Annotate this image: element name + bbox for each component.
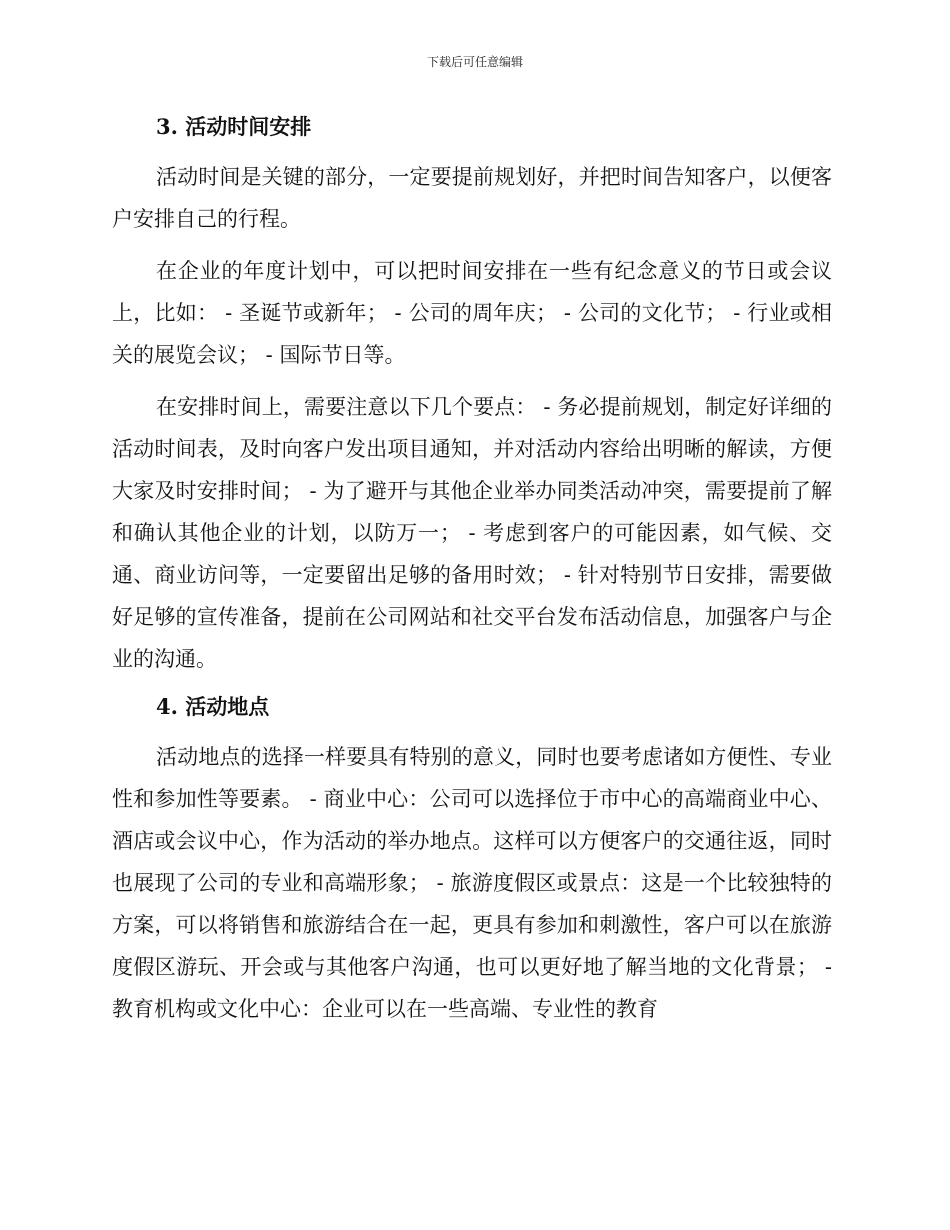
section-heading-venue: 4. 活动地点 [156,694,270,719]
paragraph: 活动地点的选择一样要具有特别的意义，同时也要考虑诸如方便性、专业性和参加性等要素。 - 商业中心：公司可以选择位于市中心的高端商业中心、酒店或会议中心，作为活动的举办地点。这样可以方便客户的交通往返，同时也展现了公司的专业和高端形象； - 旅游度假区或景点：这是一个比较独特的方案，可以将销售和旅游结合在一起，更具有参加和刺激性，客户可以在旅游度假区游玩、开会或与其他客户沟通，也可以更好地了解当地的文化背景； - 教育机构或文化中心：企业可以在一些高端、专业性的教育 [112,745,832,1021]
paragraph: 活动时间是关键的部分，一定要提前规划好，并把时间告知客户，以便客户安排自己的行程。 [112,165,832,231]
paragraph: 在企业的年度计划中，可以把时间安排在一些有纪念意义的节日或会议上，比如： - 圣诞节或新年； - 公司的周年庆； - 公司的文化节； - 行业或相关的展览会议； - 国际节日等。 [112,259,832,367]
document-body [112,110,832,1030]
page-header: 下载后可任意编辑 [426,55,523,69]
section-heading-schedule: 3. 活动时间安排 [156,114,312,139]
paragraph: 在安排时间上，需要注意以下几个要点： - 务必提前规划，制定好详细的活动时间表，及时向客户发出项目通知，并对活动内容给出明晰的解读，方便大家及时安排时间； - 为了避开与其他企业举办同类活动冲突，需要提前了解和确认其他企业的计划，以防万一； - 考虑到客户的可能因素，如气候、交通、商业访问等，一定要留出足够的备用时效； - 针对特别节日安排，需要做好足够的宣传准备，提前在公司网站和社交平台发布活动信息，加强客户与企业的沟通。 [112,395,832,671]
